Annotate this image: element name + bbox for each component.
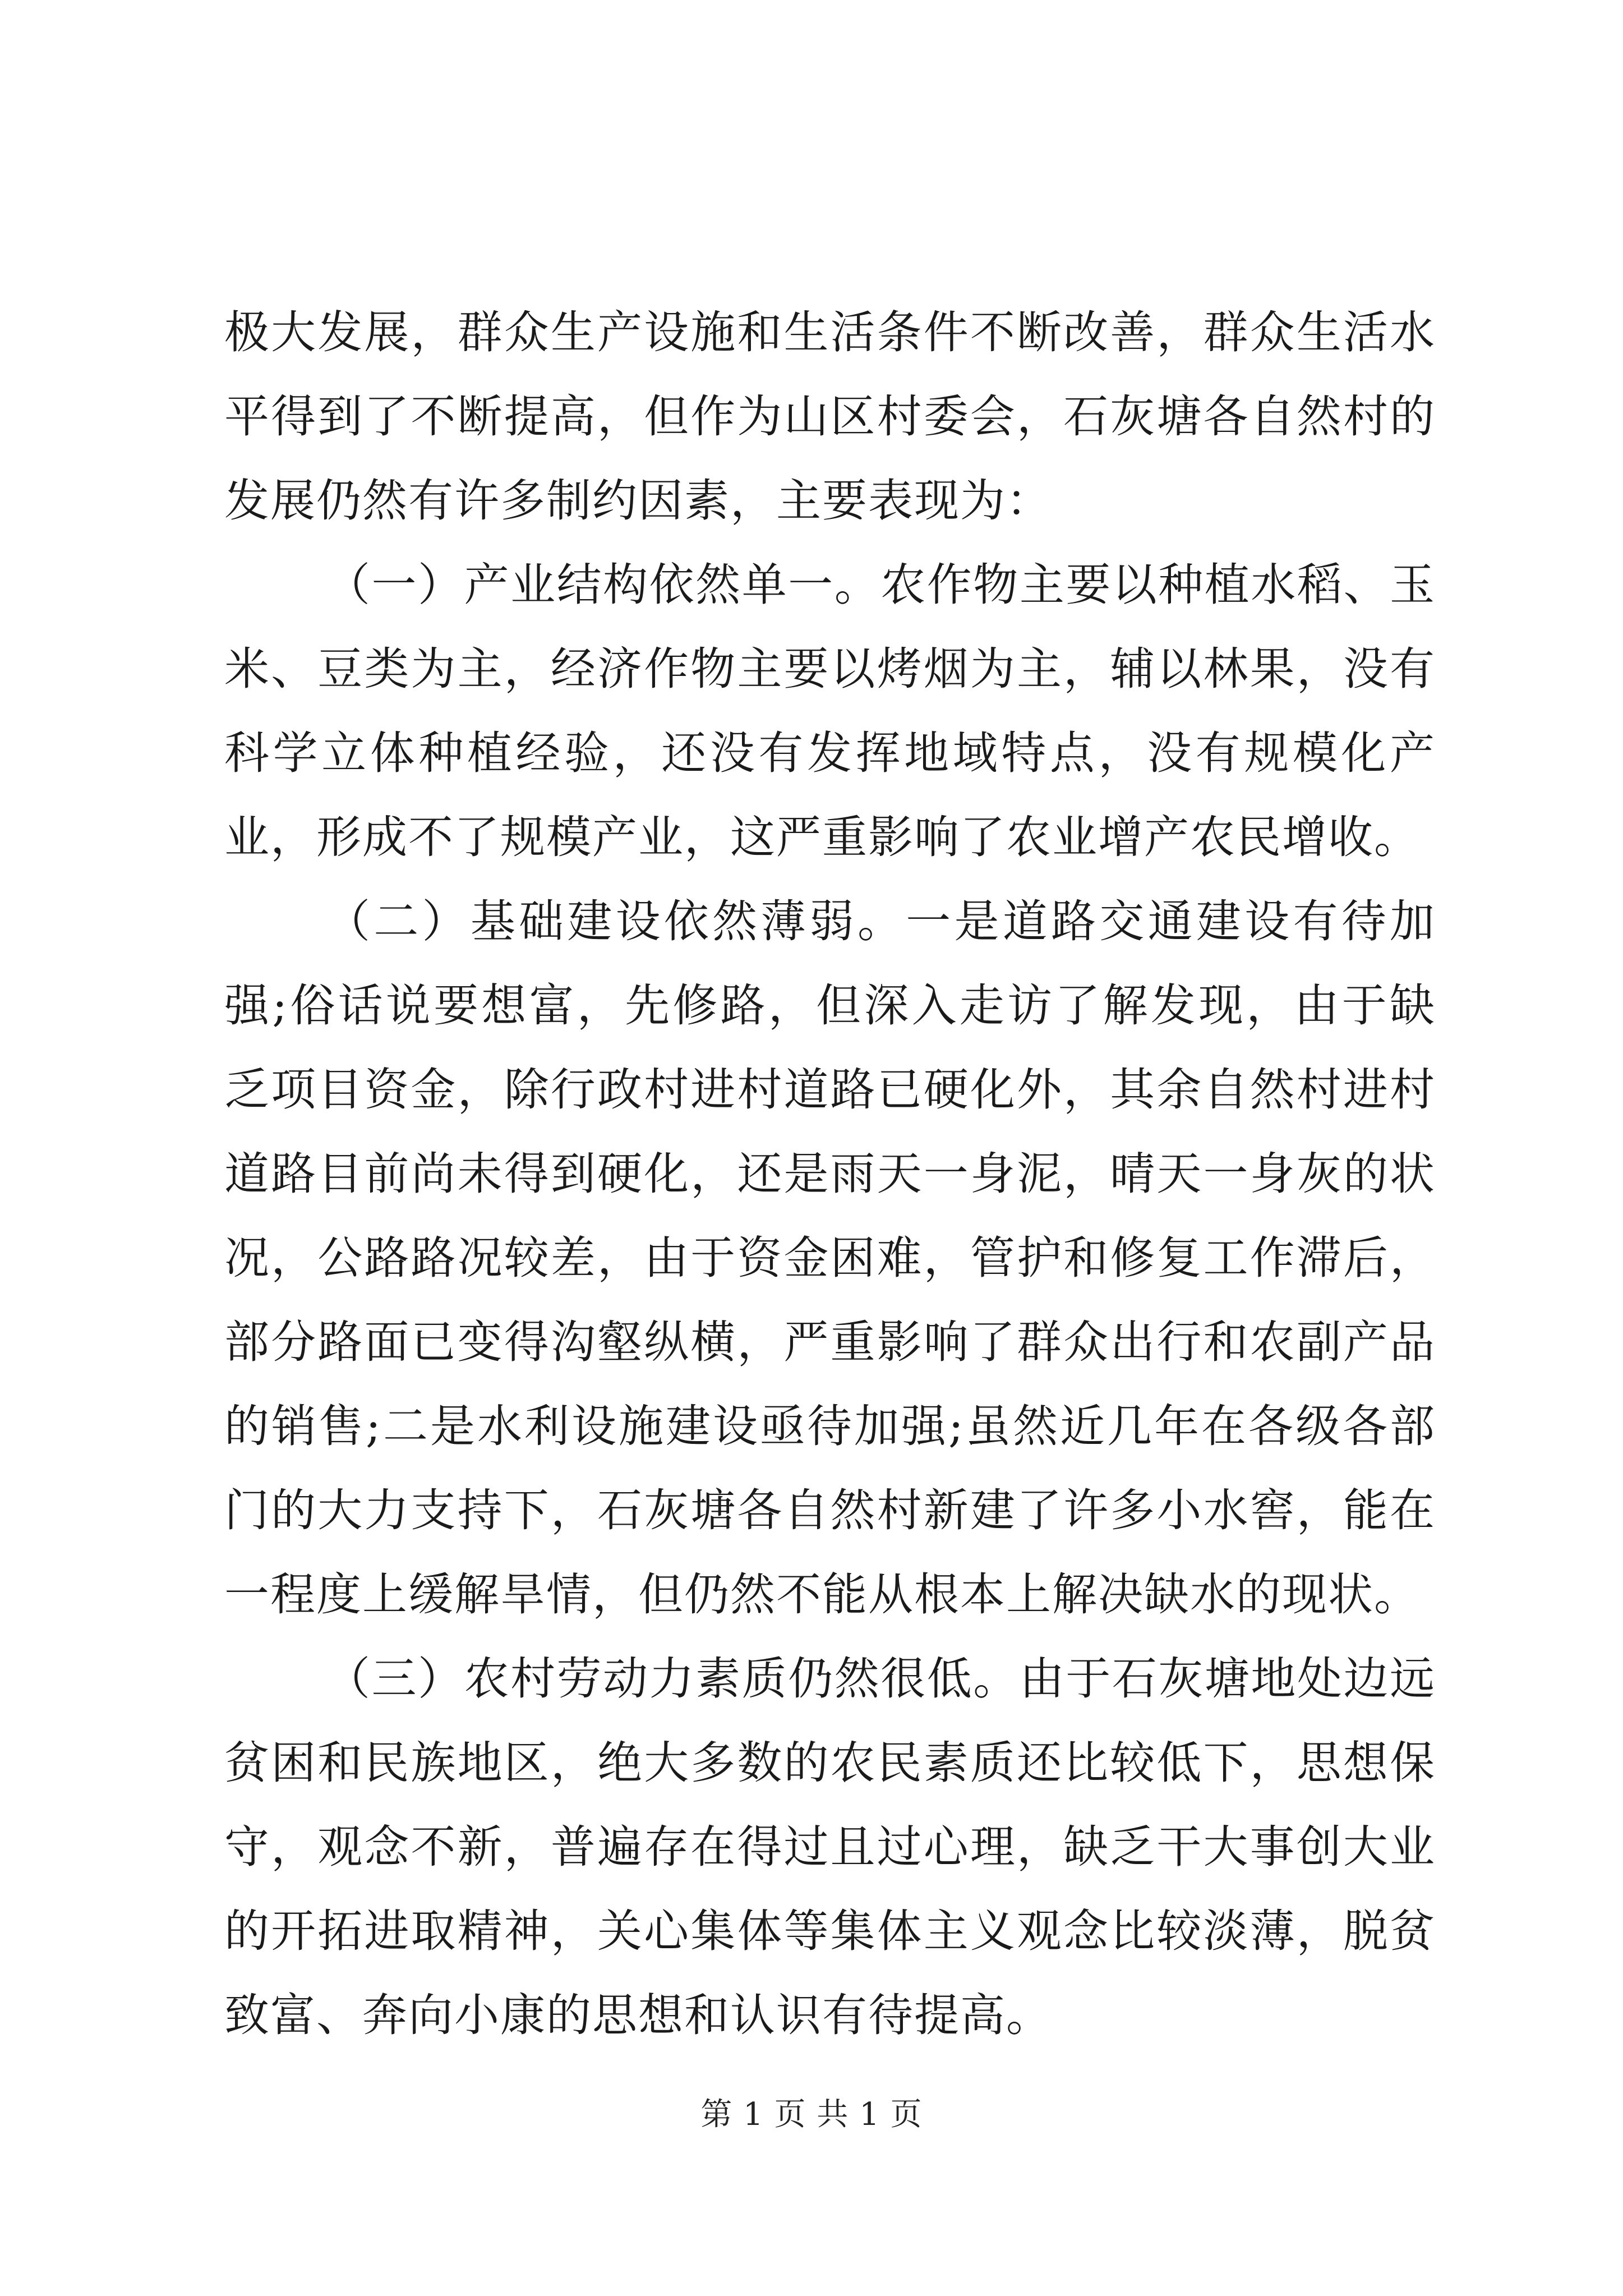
paragraph-labor-quality: （三）农村劳动力素质仍然很低。由于石灰塘地处边远贫困和民族地区，绝大多数的农民素质还比较低下，思想保守，观念不新，普遍存在得过且过心理，缺乏干大事创大业的开拓进取精神，关心集体等集体主义观念比较淡薄，脱贫致富、奔向小康的思想和认识有待提高。 [224, 1653, 1436, 2041]
paragraph-continuation: 极大发展，群众生产设施和生活条件不断改善，群众生活水平得到了不断提高，但作为山区村委会，石灰塘各自然村的发展仍然有许多制约因素，主要表现为： [224, 306, 1436, 527]
body-text [224, 291, 1436, 2058]
page-footer: 第 1 页 共 1 页 [700, 2096, 923, 2133]
paragraph-infrastructure: （二）基础建设依然薄弱。一是道路交通建设有待加强;俗话说要想富，先修路，但深入走访了解发现，由于缺乏项目资金，除行政村进村道路已硬化外，其余自然村进村道路目前尚未得到硬化，还是雨天一身泥，晴天一身灰的状况，公路路况较差，由于资金困难，管护和修复工作滞后，部分路面已变得沟壑纵横，严重影响了群众出行和农副产品的销售;二是水利设施建设亟待加强;虽然近几年在各级各部门的大力支持下，石灰塘各自然村新建了许多小水窖，能在一程度上缓解旱情，但仍然不能从根本上解决缺水的现状。 [224, 895, 1436, 1621]
paragraph-industry-structure: （一）产业结构依然单一。农作物主要以种植水稻、玉米、豆类为主，经济作物主要以烤烟为主，辅以林果，没有科学立体种植经验，还没有发挥地域特点，没有规模化产业，形成不了规模产业，这严重影响了农业增产农民增收。 [224, 559, 1436, 863]
